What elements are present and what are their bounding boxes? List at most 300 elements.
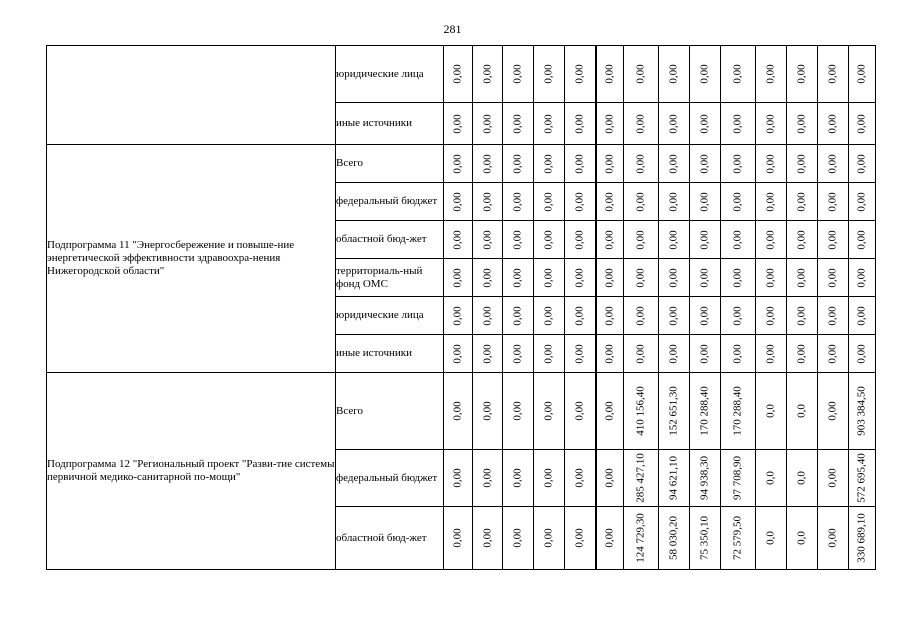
value-text: 0,00	[481, 191, 493, 212]
value-cell	[624, 507, 659, 570]
value-cell	[849, 46, 876, 103]
value-cell	[444, 450, 473, 507]
value-cell	[624, 259, 659, 297]
value-cell	[473, 259, 503, 297]
funding-source-cell	[336, 297, 444, 335]
value-text: 572 695,40	[855, 453, 868, 503]
value-cell	[444, 221, 473, 259]
value-cell	[596, 221, 624, 259]
value-text: 0,00	[826, 468, 839, 488]
budget-table	[46, 45, 876, 570]
value-text: 0,00	[573, 64, 586, 84]
value-cell	[444, 103, 473, 145]
value-text: 0,0	[764, 471, 777, 485]
value-cell	[659, 103, 690, 145]
value-cell	[444, 335, 473, 373]
value-text: 0,00	[667, 64, 680, 84]
value-cell	[565, 183, 596, 221]
value-cell	[849, 259, 876, 297]
value-cell	[690, 297, 721, 335]
value-cell	[624, 103, 659, 145]
value-text: 0,00	[542, 343, 555, 364]
value-text: 0,00	[481, 305, 493, 326]
value-cell	[721, 103, 756, 145]
subprogram-title-cell	[47, 373, 336, 570]
value-cell	[534, 145, 565, 183]
value-cell	[690, 145, 721, 183]
value-text: 0,00	[795, 113, 808, 134]
value-cell	[659, 450, 690, 507]
funding-source-label: Всего	[336, 404, 363, 417]
value-cell	[690, 259, 721, 297]
value-cell	[787, 373, 818, 450]
value-cell	[756, 507, 787, 570]
value-text: 0,00	[573, 343, 586, 364]
value-cell	[596, 297, 624, 335]
value-cell	[565, 103, 596, 145]
value-cell	[818, 103, 849, 145]
value-text: 0,00	[603, 401, 616, 421]
value-text: 0,00	[764, 343, 777, 364]
value-text: 0,00	[511, 113, 524, 134]
value-text: 0,00	[603, 229, 616, 250]
value-cell	[565, 335, 596, 373]
value-text: 0,00	[603, 113, 616, 134]
value-cell	[503, 46, 534, 103]
value-text: 0,00	[826, 229, 839, 250]
value-cell	[721, 259, 756, 297]
value-text: 0,00	[451, 229, 464, 250]
value-cell	[534, 507, 565, 570]
value-text: 0,00	[542, 153, 555, 174]
value-text: 0,00	[667, 305, 680, 326]
value-text: 0,00	[826, 343, 839, 364]
value-cell	[565, 259, 596, 297]
funding-source-label: юридические лица	[336, 67, 424, 80]
value-cell	[473, 335, 503, 373]
value-text: 0,00	[855, 267, 868, 288]
funding-source-cell	[336, 221, 444, 259]
value-cell	[624, 450, 659, 507]
value-text: 0,00	[573, 401, 586, 421]
value-text: 0,00	[731, 113, 744, 134]
funding-source-cell	[336, 335, 444, 373]
funding-source-label: юридические лица	[336, 309, 424, 321]
value-text: 0,00	[451, 191, 464, 212]
value-text: 0,00	[603, 153, 616, 174]
value-cell	[849, 373, 876, 450]
value-text: 0,00	[764, 305, 777, 326]
value-cell	[444, 183, 473, 221]
value-text: 0,00	[634, 191, 647, 212]
funding-source-cell	[336, 373, 444, 450]
value-text: 152 651,30	[667, 386, 680, 436]
value-text: 0,00	[481, 153, 493, 174]
value-text: 330 689,10	[855, 513, 868, 563]
value-text: 0,00	[826, 191, 839, 212]
value-text: 0,00	[667, 191, 680, 212]
value-text: 0,00	[573, 191, 586, 212]
value-cell	[503, 297, 534, 335]
value-cell	[534, 297, 565, 335]
value-cell	[624, 183, 659, 221]
value-text: 0,00	[731, 343, 744, 364]
subprogram-title: Подпрограмма 11 "Энергосбережение и повыше-ние энергетической эффективности здравоохра-нения Нижегородской области"	[47, 239, 295, 277]
value-cell	[473, 373, 503, 450]
value-cell	[818, 450, 849, 507]
funding-source-cell	[336, 450, 444, 507]
value-text: 0,00	[698, 267, 711, 288]
value-cell	[473, 145, 503, 183]
value-text: 0,00	[481, 401, 493, 421]
value-text: 0,00	[826, 113, 839, 134]
funding-source-label: федеральный бюджет	[336, 195, 438, 207]
value-text: 0,00	[855, 229, 868, 250]
value-text: 0,00	[634, 153, 647, 174]
value-text: 0,00	[451, 468, 464, 488]
value-text: 0,00	[795, 229, 808, 250]
value-text: 124 729,30	[634, 513, 647, 563]
value-cell	[849, 183, 876, 221]
value-cell	[818, 46, 849, 103]
value-text: 0,00	[795, 343, 808, 364]
value-cell	[849, 450, 876, 507]
value-cell	[787, 221, 818, 259]
value-cell	[787, 183, 818, 221]
value-text: 0,00	[667, 343, 680, 364]
value-text: 0,00	[542, 113, 555, 134]
value-text: 0,00	[451, 113, 464, 134]
value-text: 0,00	[511, 401, 524, 421]
value-cell	[624, 297, 659, 335]
value-text: 0,00	[764, 267, 777, 288]
value-text: 0,00	[855, 153, 868, 174]
value-text: 170 288,40	[731, 386, 744, 436]
value-text: 0,0	[764, 404, 777, 418]
value-text: 0,00	[795, 191, 808, 212]
value-text: 0,00	[481, 64, 493, 84]
value-text: 0,00	[511, 153, 524, 174]
value-text: 94 621,10	[667, 456, 680, 500]
value-text: 0,00	[542, 229, 555, 250]
value-text: 0,00	[795, 153, 808, 174]
value-text: 410 156,40	[634, 386, 647, 436]
value-cell	[444, 259, 473, 297]
value-text: 0,00	[698, 64, 711, 84]
value-cell	[849, 221, 876, 259]
value-cell	[756, 46, 787, 103]
value-cell	[503, 335, 534, 373]
value-cell	[596, 183, 624, 221]
value-text: 0,00	[542, 305, 555, 326]
value-cell	[503, 103, 534, 145]
value-text: 0,00	[573, 528, 586, 548]
value-text: 0,00	[698, 343, 711, 364]
value-cell	[596, 259, 624, 297]
value-text: 0,00	[731, 229, 744, 250]
value-cell	[444, 46, 473, 103]
value-text: 0,00	[855, 305, 868, 326]
value-text: 0,00	[634, 229, 647, 250]
table-row	[47, 46, 876, 103]
value-text: 0,0	[764, 531, 777, 545]
value-text: 0,00	[573, 305, 586, 326]
value-text: 0,00	[826, 153, 839, 174]
value-cell	[690, 103, 721, 145]
value-text: 0,00	[855, 113, 868, 134]
value-cell	[787, 145, 818, 183]
value-cell	[818, 259, 849, 297]
value-cell	[756, 335, 787, 373]
value-text: 0,00	[698, 113, 711, 134]
value-text: 0,00	[826, 267, 839, 288]
value-cell	[787, 335, 818, 373]
subprogram-title-cell	[47, 145, 336, 373]
value-text: 0,00	[667, 267, 680, 288]
value-text: 0,00	[511, 305, 524, 326]
value-text: 58 030,20	[667, 516, 680, 560]
value-text: 0,00	[826, 528, 839, 548]
funding-source-label: федеральный бюджет	[336, 471, 438, 484]
value-cell	[849, 297, 876, 335]
value-text: 0,00	[667, 229, 680, 250]
value-cell	[444, 373, 473, 450]
funding-source-label: иные источники	[336, 117, 412, 129]
value-cell	[849, 103, 876, 145]
value-cell	[756, 259, 787, 297]
value-cell	[596, 373, 624, 450]
value-text: 0,00	[826, 64, 839, 84]
value-cell	[596, 145, 624, 183]
value-text: 0,00	[603, 468, 616, 488]
value-cell	[690, 221, 721, 259]
value-text: 0,00	[481, 113, 493, 134]
value-cell	[659, 297, 690, 335]
value-text: 0,00	[826, 401, 839, 421]
value-text: 0,0	[795, 471, 808, 485]
value-cell	[659, 259, 690, 297]
value-cell	[690, 450, 721, 507]
value-text: 0,00	[511, 229, 524, 250]
value-cell	[534, 373, 565, 450]
value-cell	[690, 335, 721, 373]
value-cell	[787, 507, 818, 570]
value-cell	[503, 507, 534, 570]
value-text: 0,00	[451, 343, 464, 364]
value-cell	[756, 297, 787, 335]
funding-source-label: областной бюд-жет	[336, 531, 427, 544]
value-text: 0,00	[603, 343, 616, 364]
value-cell	[849, 507, 876, 570]
value-text: 0,00	[667, 113, 680, 134]
value-cell	[503, 221, 534, 259]
value-cell	[721, 335, 756, 373]
value-text: 0,00	[542, 64, 555, 84]
value-cell	[849, 145, 876, 183]
table-row	[47, 373, 876, 450]
funding-source-cell	[336, 183, 444, 221]
value-text: 0,00	[795, 267, 808, 288]
value-text: 0,00	[481, 343, 493, 364]
value-cell	[565, 507, 596, 570]
value-cell	[565, 450, 596, 507]
value-cell	[565, 373, 596, 450]
value-text: 0,00	[451, 64, 464, 84]
value-cell	[690, 183, 721, 221]
value-cell	[596, 46, 624, 103]
value-text: 0,00	[603, 305, 616, 326]
value-text: 0,00	[731, 153, 744, 174]
funding-source-cell	[336, 145, 444, 183]
value-cell	[534, 259, 565, 297]
value-cell	[624, 221, 659, 259]
value-text: 0,0	[795, 404, 808, 418]
value-cell	[534, 335, 565, 373]
value-cell	[818, 335, 849, 373]
value-cell	[818, 373, 849, 450]
value-cell	[721, 507, 756, 570]
value-text: 0,00	[731, 267, 744, 288]
value-cell	[565, 221, 596, 259]
value-cell	[534, 450, 565, 507]
value-text: 0,00	[511, 343, 524, 364]
value-cell	[690, 507, 721, 570]
value-text: 0,00	[542, 267, 555, 288]
value-cell	[534, 46, 565, 103]
value-cell	[596, 103, 624, 145]
value-text: 285 427,10	[634, 453, 647, 503]
value-text: 0,00	[698, 153, 711, 174]
value-cell	[690, 46, 721, 103]
value-text: 94 938,30	[698, 456, 711, 500]
value-text: 0,00	[795, 305, 808, 326]
funding-source-cell	[336, 507, 444, 570]
value-cell	[659, 221, 690, 259]
funding-source-label: Всего	[336, 157, 363, 169]
value-text: 903 384,50	[855, 386, 868, 436]
value-cell	[503, 450, 534, 507]
value-cell	[473, 183, 503, 221]
value-cell	[473, 507, 503, 570]
value-text: 0,00	[764, 229, 777, 250]
value-text: 0,00	[511, 468, 524, 488]
value-cell	[444, 145, 473, 183]
value-cell	[849, 335, 876, 373]
value-cell	[756, 103, 787, 145]
value-cell	[818, 183, 849, 221]
value-cell	[503, 183, 534, 221]
value-cell	[721, 221, 756, 259]
value-text: 0,00	[634, 113, 647, 134]
value-text: 0,00	[481, 528, 493, 548]
value-text: 0,00	[511, 267, 524, 288]
value-cell	[444, 507, 473, 570]
value-cell	[756, 450, 787, 507]
value-text: 0,00	[764, 64, 777, 84]
value-cell	[624, 373, 659, 450]
value-cell	[721, 373, 756, 450]
value-cell	[659, 46, 690, 103]
value-cell	[787, 450, 818, 507]
value-cell	[473, 297, 503, 335]
value-text: 0,00	[481, 229, 493, 250]
value-text: 0,00	[698, 305, 711, 326]
value-text: 0,00	[795, 64, 808, 84]
value-text: 0,00	[764, 113, 777, 134]
value-cell	[534, 103, 565, 145]
value-text: 0,00	[603, 267, 616, 288]
value-text: 0,00	[573, 229, 586, 250]
value-text: 75 350,10	[698, 516, 711, 560]
value-cell	[756, 221, 787, 259]
value-cell	[473, 46, 503, 103]
value-cell	[503, 373, 534, 450]
value-text: 0,00	[511, 191, 524, 212]
subprogram-title-cell	[47, 46, 336, 145]
value-cell	[818, 145, 849, 183]
value-text: 0,00	[451, 305, 464, 326]
value-cell	[596, 450, 624, 507]
value-text: 0,00	[855, 343, 868, 364]
value-cell	[473, 450, 503, 507]
value-text: 97 708,90	[731, 456, 744, 500]
value-text: 0,00	[451, 401, 464, 421]
value-text: 0,00	[764, 153, 777, 174]
value-cell	[787, 259, 818, 297]
value-cell	[787, 297, 818, 335]
value-cell	[503, 145, 534, 183]
value-cell	[596, 507, 624, 570]
value-cell	[721, 145, 756, 183]
value-text: 0,00	[573, 113, 586, 134]
value-text: 0,00	[764, 191, 777, 212]
value-cell	[659, 507, 690, 570]
value-cell	[756, 145, 787, 183]
value-text: 0,00	[634, 305, 647, 326]
value-text: 0,00	[634, 267, 647, 288]
value-cell	[690, 373, 721, 450]
value-text: 0,00	[603, 191, 616, 212]
value-text: 0,00	[542, 191, 555, 212]
value-text: 72 579,50	[731, 516, 744, 560]
value-cell	[534, 183, 565, 221]
value-cell	[818, 507, 849, 570]
value-text: 0,00	[634, 64, 647, 84]
value-cell	[624, 145, 659, 183]
value-text: 0,00	[481, 468, 493, 488]
value-text: 0,00	[542, 468, 555, 488]
value-text: 0,00	[731, 191, 744, 212]
value-cell	[721, 183, 756, 221]
value-cell	[756, 373, 787, 450]
value-text: 0,00	[698, 229, 711, 250]
value-text: 0,00	[731, 305, 744, 326]
funding-source-label: иные источники	[336, 347, 412, 359]
value-cell	[444, 297, 473, 335]
value-cell	[659, 183, 690, 221]
value-text: 0,00	[603, 64, 616, 84]
value-text: 0,00	[826, 305, 839, 326]
value-text: 0,00	[855, 64, 868, 84]
value-cell	[659, 373, 690, 450]
page-number: 281	[443, 22, 462, 36]
value-text: 0,00	[698, 191, 711, 212]
value-text: 0,00	[511, 64, 524, 84]
value-text: 0,00	[542, 401, 555, 421]
table-row	[47, 145, 876, 183]
subprogram-title: Подпрограмма 12 "Региональный проект "Разви-тие системы первичной медико-санитарной по-мощи"	[47, 458, 335, 483]
value-text: 0,00	[603, 528, 616, 548]
